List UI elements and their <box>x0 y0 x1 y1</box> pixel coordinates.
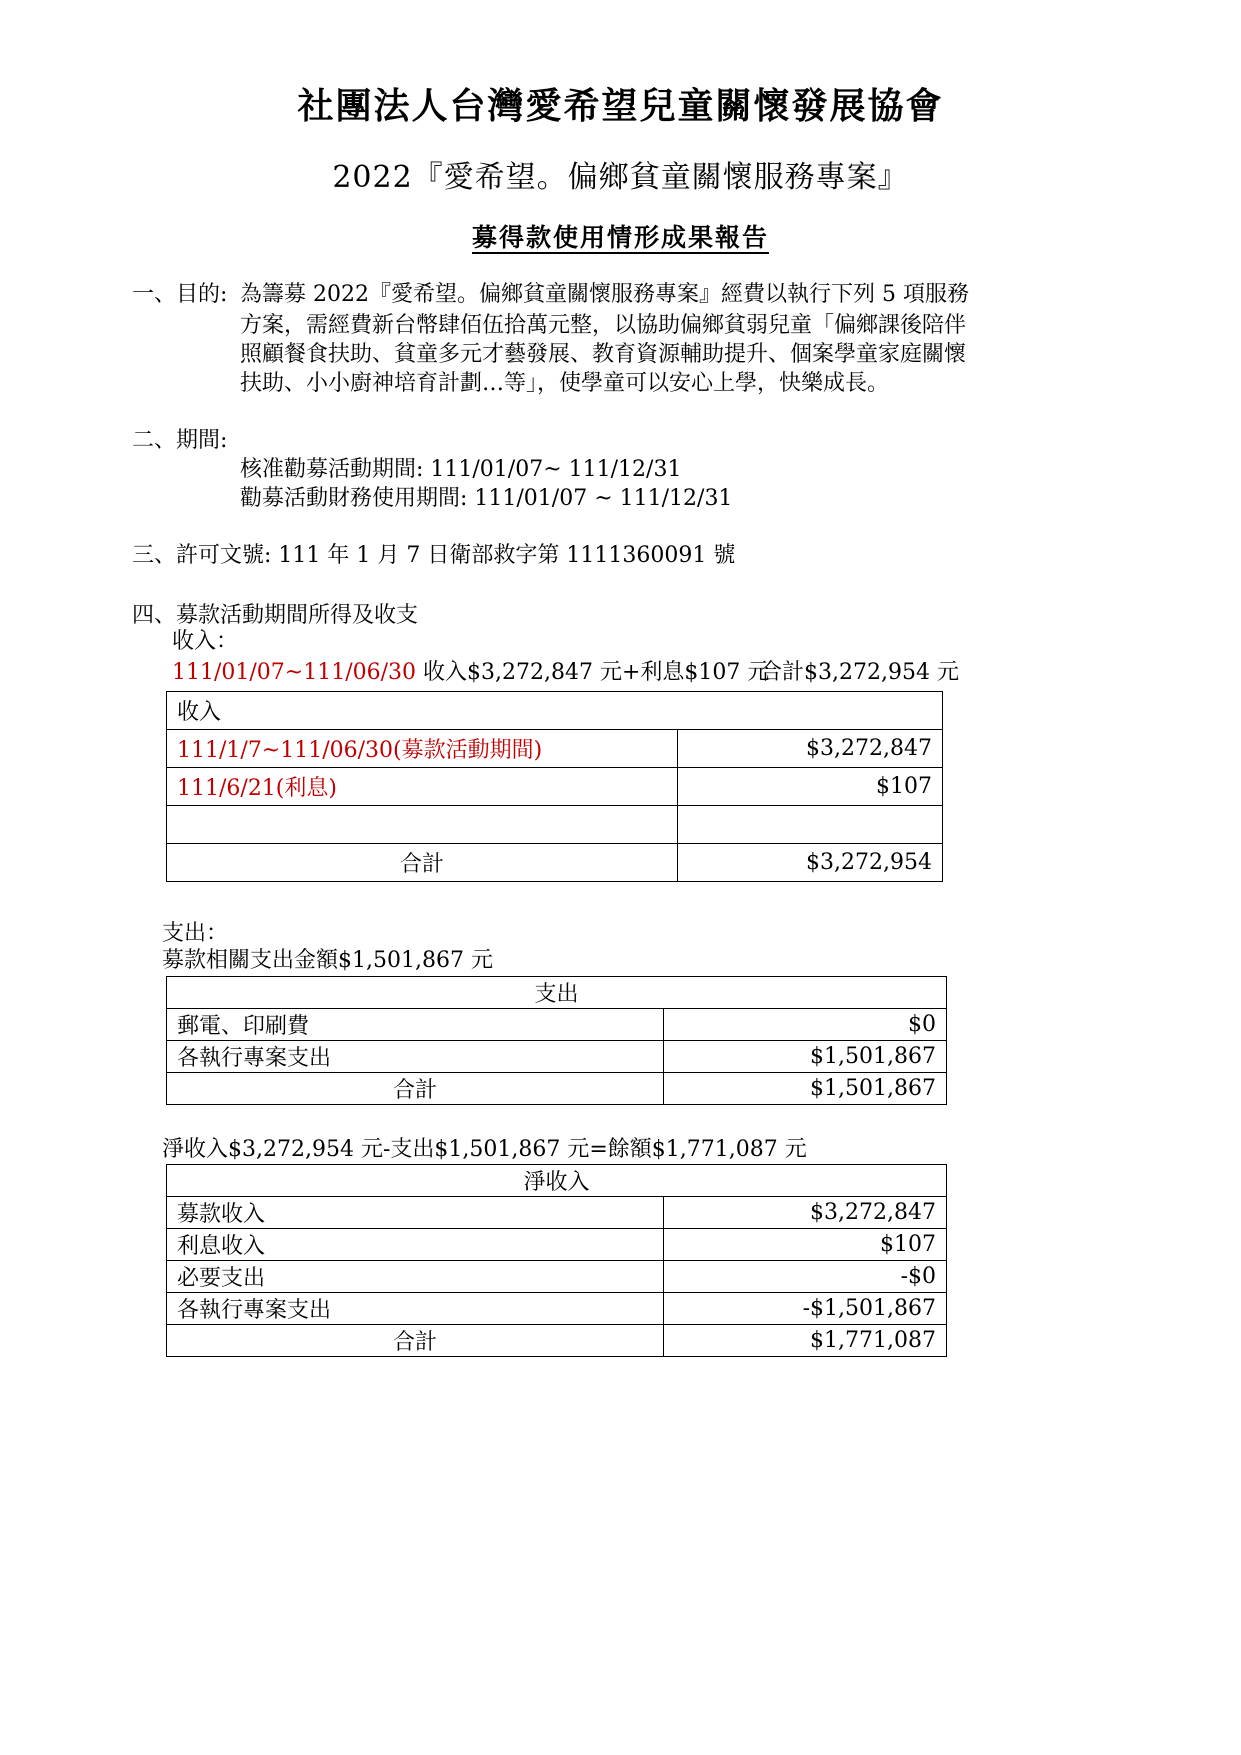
expense-total-amount: $1,501,867 <box>664 1073 947 1105</box>
table-row <box>167 844 943 882</box>
income-row-label <box>167 806 678 844</box>
expense-table-header: 支出 <box>167 977 947 1009</box>
expense-summary: 募款相關支出金額$1,501,867 元 <box>162 948 493 973</box>
net-row-amount: $3,272,847 <box>664 1197 947 1229</box>
net-summary: 淨收入$3,272,954 元-支出$1,501,867 元=餘額$1,771,087 元 <box>162 1137 807 1162</box>
income-row-label: 111/1/7~111/06/30(募款活動期間) <box>167 730 678 768</box>
table-row <box>167 1073 947 1105</box>
expense-label: 支出： <box>162 921 229 946</box>
income-summary-rest: 收入$3,272,847 元+利息$107 元 <box>416 660 770 685</box>
income-total-label: 合計 <box>167 844 678 882</box>
purpose-line-2: 方案，需經費新台幣肆佰伍拾萬元整，以協助偏鄉貧弱兒童「偏鄉課後陪伴 <box>240 313 967 338</box>
net-row-label: 必要支出 <box>167 1261 664 1293</box>
net-table <box>166 1164 947 1357</box>
income-table <box>166 691 943 882</box>
table-row <box>167 730 943 768</box>
net-total-label: 合計 <box>167 1325 664 1357</box>
permit-number: 三、許可文號: 111 年 1 月 7 日衛部救字第 1111360091 號 <box>132 543 736 568</box>
income-row-amount: $3,272,847 <box>678 730 943 768</box>
net-row-amount: -$1,501,867 <box>664 1293 947 1325</box>
expense-row-label: 各執行專案支出 <box>167 1041 664 1073</box>
approved-period: 核准勸募活動期間: 111/01/07~ 111/12/31 <box>240 457 682 482</box>
net-row-label: 利息收入 <box>167 1229 664 1261</box>
income-label: 收入： <box>172 629 239 654</box>
income-period-range: 111/01/07~111/06/30 <box>172 660 417 685</box>
expense-row-label: 郵電、印刷費 <box>167 1009 664 1041</box>
finance-period: 勸募活動財務使用期間: 111/01/07 ~ 111/12/31 <box>240 486 733 511</box>
income-total-text: 合計$3,272,954 元 <box>760 660 959 685</box>
table-row <box>167 806 943 844</box>
net-row-amount: $107 <box>664 1229 947 1261</box>
purpose-line-1: 為籌募 2022『愛希望。偏鄉貧童關懷服務專案』經費以執行下列 5 項服務 <box>240 282 969 307</box>
net-row-amount: -$0 <box>664 1261 947 1293</box>
project-title: 2022『愛希望。偏鄉貧童關懷服務專案』 <box>332 160 909 195</box>
income-summary <box>172 657 769 689</box>
organization-title: 社團法人台灣愛希望兒童關懷發展協會 <box>297 85 944 127</box>
table-row <box>167 1041 947 1073</box>
expense-row-amount: $1,501,867 <box>664 1041 947 1073</box>
purpose-line-3: 照顧餐食扶助、貧童多元才藝發展、教育資源輔助提升、個案學童家庭關懷 <box>240 342 967 367</box>
table-row <box>167 1261 947 1293</box>
table-row <box>167 1229 947 1261</box>
section4-label: 四、募款活動期間所得及收支 <box>132 603 419 628</box>
income-row-label: 111/6/21(利息) <box>167 768 678 806</box>
period-label: 二、期間: <box>132 428 228 453</box>
net-row-label: 募款收入 <box>167 1197 664 1229</box>
table-row <box>167 1009 947 1041</box>
net-row-label: 各執行專案支出 <box>167 1293 664 1325</box>
net-table-header: 淨收入 <box>167 1165 947 1197</box>
income-row-amount <box>678 806 943 844</box>
expense-total-label: 合計 <box>167 1073 664 1105</box>
table-row <box>167 1325 947 1357</box>
purpose-line-4: 扶助、小小廚神培育計劃…等」，使學童可以安心上學，快樂成長。 <box>240 371 890 396</box>
purpose-label: 一、目的: <box>132 282 228 307</box>
expense-table <box>166 976 947 1105</box>
table-row <box>167 768 943 806</box>
expense-row-amount: $0 <box>664 1009 947 1041</box>
report-title: 募得款使用情形成果報告 <box>471 223 769 252</box>
table-row <box>167 1293 947 1325</box>
income-table-header: 收入 <box>167 692 943 730</box>
income-row-amount: $107 <box>678 768 943 806</box>
income-total-amount: $3,272,954 <box>678 844 943 882</box>
net-total-amount: $1,771,087 <box>664 1325 947 1357</box>
table-row <box>167 1197 947 1229</box>
